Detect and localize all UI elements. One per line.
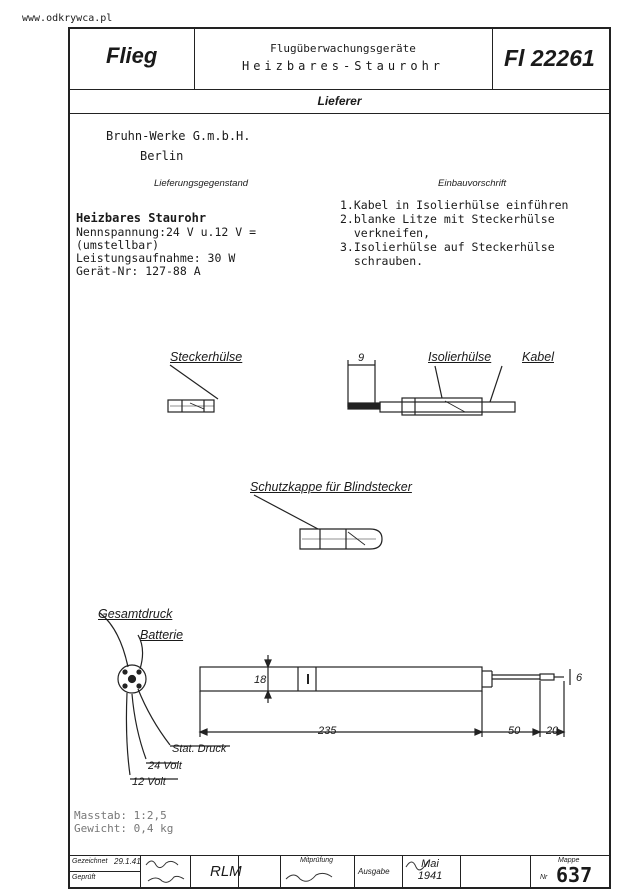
instruction-line-4: 3.Isolierhülse auf Steckerhülse <box>340 240 555 254</box>
header-drawing-number: Fl 22261 <box>504 45 595 71</box>
nr-label: Nr <box>540 874 548 881</box>
isolierhuelse-label: Isolierhülse <box>428 350 492 364</box>
dim-235: 235 <box>318 725 337 737</box>
mitprufung-label: Mitprüfung <box>300 857 334 864</box>
watermark: www.odkrywca.pl <box>22 13 113 24</box>
header-title-line2: Heizbares-Staurohr <box>241 59 445 73</box>
ausgabe-label: Ausgabe <box>358 867 390 876</box>
drawing-sheet <box>68 27 611 889</box>
item-title: Heizbares Staurohr <box>76 211 207 225</box>
lieferer-label: Lieferer <box>317 94 362 108</box>
gezeichnet-date: 29.1.41 <box>114 857 141 866</box>
item-line-2: (umstellbar) <box>76 238 160 252</box>
company-name: Bruhn-Werke G.m.b.H. <box>106 129 251 143</box>
12-volt-label: 12 Volt <box>132 776 166 788</box>
stat-druck-label: Stat. Druck <box>172 743 227 755</box>
rlm-label: RLM <box>210 863 242 880</box>
signature-marks <box>70 29 609 887</box>
einbauvorschrift-heading: Einbauvorschrift <box>438 178 507 189</box>
dim-50: 50 <box>508 725 521 737</box>
dim-20: 20 <box>546 725 559 737</box>
instruction-line-2: 2.blanke Litze mit Steckerhülse <box>340 212 555 226</box>
item-line-1: Nennspannung:24 V u.12 V = <box>76 225 257 239</box>
dim-18: 18 <box>254 674 267 686</box>
item-line-3: Leistungsaufnahme: 30 W <box>76 251 236 265</box>
mappe-label: Mappe <box>558 857 580 864</box>
instruction-line-3: verkneifen, <box>340 226 431 240</box>
dim-6: 6 <box>576 672 583 684</box>
gewicht: Gewicht: 0,4 kg <box>74 822 174 835</box>
header-title-line1: Flugüberwachungsgeräte <box>270 42 416 55</box>
schutzkappe-label: Schutzkappe für Blindstecker <box>250 480 412 494</box>
massstab: Masstab: 1:2,5 <box>74 809 167 822</box>
item-line-4: Gerät-Nr: 127-88 A <box>76 264 201 278</box>
kabel-label: Kabel <box>522 350 554 364</box>
batterie-label: Batterie <box>140 628 184 642</box>
ausgabe-value: Mai 1941 <box>417 858 443 882</box>
steckerhuelse-label: Steckerhülse <box>170 350 243 364</box>
gepruft-label: Geprüft <box>72 874 96 881</box>
lieferungsgegenstand-heading: Lieferungsgegenstand <box>154 178 249 189</box>
24-volt-label: 24 Volt <box>148 760 182 772</box>
dim-9: 9 <box>358 352 365 364</box>
instruction-line-5: schrauben. <box>340 254 424 268</box>
header-left-label: Flieg <box>106 43 158 68</box>
gezeichnet-label: Gezeichnet <box>72 858 108 865</box>
company-city: Berlin <box>140 149 184 163</box>
gesamtdruck-label: Gesamtdruck <box>98 607 173 621</box>
nr-value: 637 <box>556 863 593 887</box>
instruction-line-1: 1.Kabel in Isolierhülse einführen <box>340 198 569 212</box>
